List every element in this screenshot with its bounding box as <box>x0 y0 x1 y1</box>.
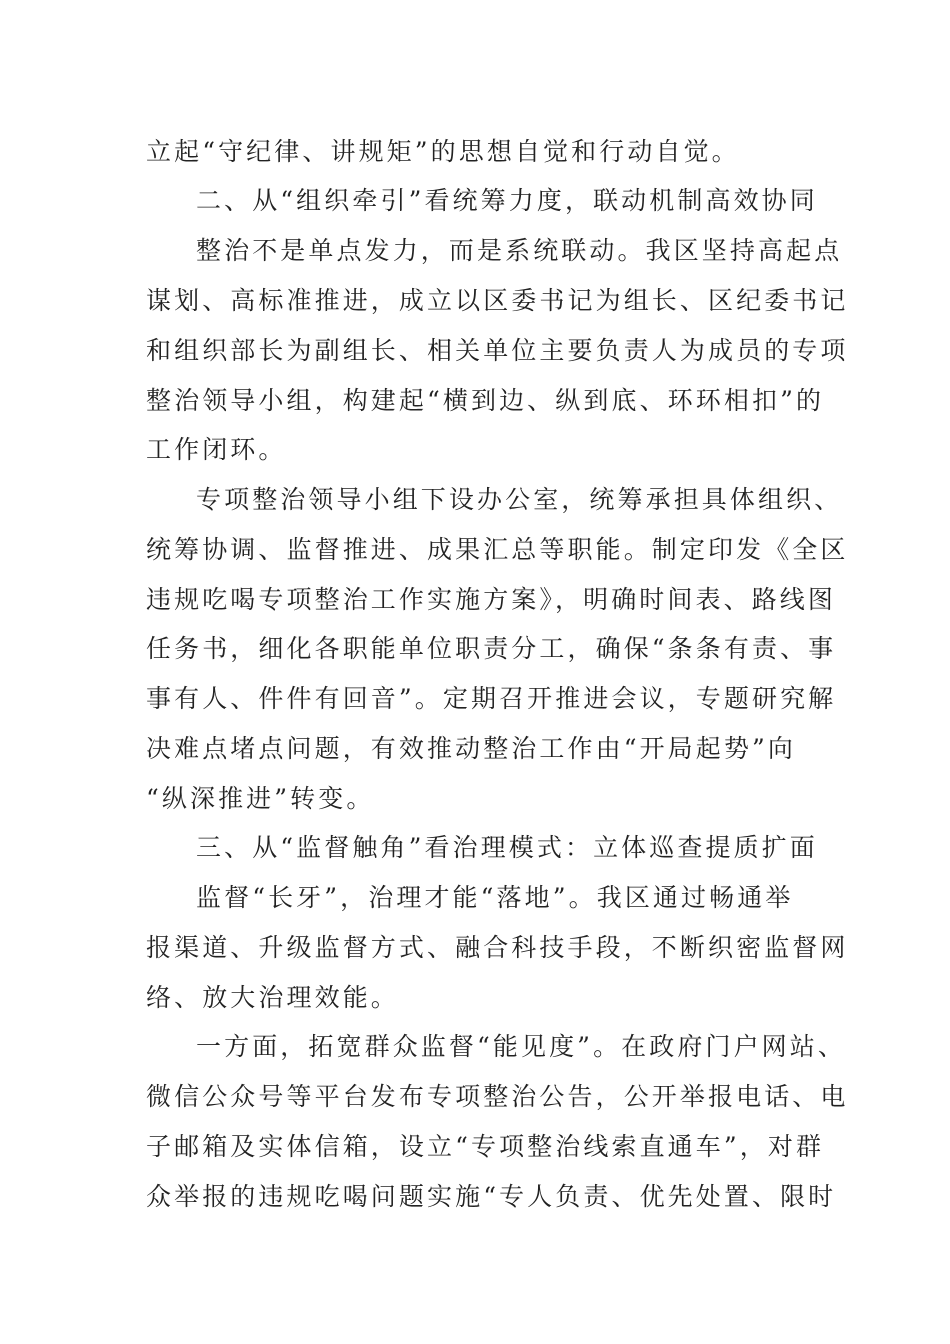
body-text-line: 整治领导小组，构建起“横到边、纵到底、环环相扣”的 <box>146 386 825 415</box>
body-text-line: 谋划、高标准推进，成立以区委书记为组长、区纪委书记 <box>146 286 849 315</box>
body-text-line: 立起“守纪律、讲规矩”的思想自觉和行动自觉。 <box>146 137 740 166</box>
body-text-line: 络、放大治理效能。 <box>146 983 399 1012</box>
body-text-line: 工作闭环。 <box>146 435 287 464</box>
section-heading-2: 二、从“组织牵引”看统筹力度，联动机制高效协同 <box>196 186 818 215</box>
body-text-line: 统筹协调、监督推进、成果汇总等职能。制定印发《全区 <box>146 535 849 564</box>
body-text-line: 众举报的违规吃喝问题实施“专人负责、优先处置、限时 <box>146 1182 837 1211</box>
body-text-line: 违规吃喝专项整治工作实施方案》，明确时间表、路线图 <box>146 585 837 614</box>
section-heading-3: 三、从“监督触角”看治理模式：立体巡查提质扩面 <box>196 833 818 862</box>
body-text-line: 报渠道、升级监督方式、融合科技手段，不断织密监督网 <box>146 933 849 962</box>
body-text-line: 决难点堵点问题，有效推动整治工作由“开局起势”向 <box>146 734 796 763</box>
paragraph-first-line: 整治不是单点发力，而是系统联动。我区坚持高起点 <box>196 236 843 265</box>
paragraph-first-line: 专项整治领导小组下设办公室，统筹承担具体组织、 <box>196 485 843 514</box>
body-text-line: 微信公众号等平台发布专项整治公告，公开举报电话、电 <box>146 1082 849 1111</box>
body-text-line: “纵深推进”转变。 <box>146 784 375 813</box>
body-text-line: 和组织部长为副组长、相关单位主要负责人为成员的专项 <box>146 336 849 365</box>
body-text-line: 事有人、件件有回音”。定期召开推进会议，专题研究解 <box>146 684 837 713</box>
paragraph-first-line: 监督“长牙”，治理才能“落地”。我区通过畅通举 <box>196 883 794 912</box>
body-text-line: 子邮箱及实体信箱，设立“专项整治线索直通车”，对群 <box>146 1132 825 1161</box>
paragraph-first-line: 一方面，拓宽群众监督“能见度”。在政府门户网站、 <box>196 1032 846 1061</box>
body-text-line: 任务书，细化各职能单位职责分工，确保“条条有责、事 <box>146 634 837 663</box>
